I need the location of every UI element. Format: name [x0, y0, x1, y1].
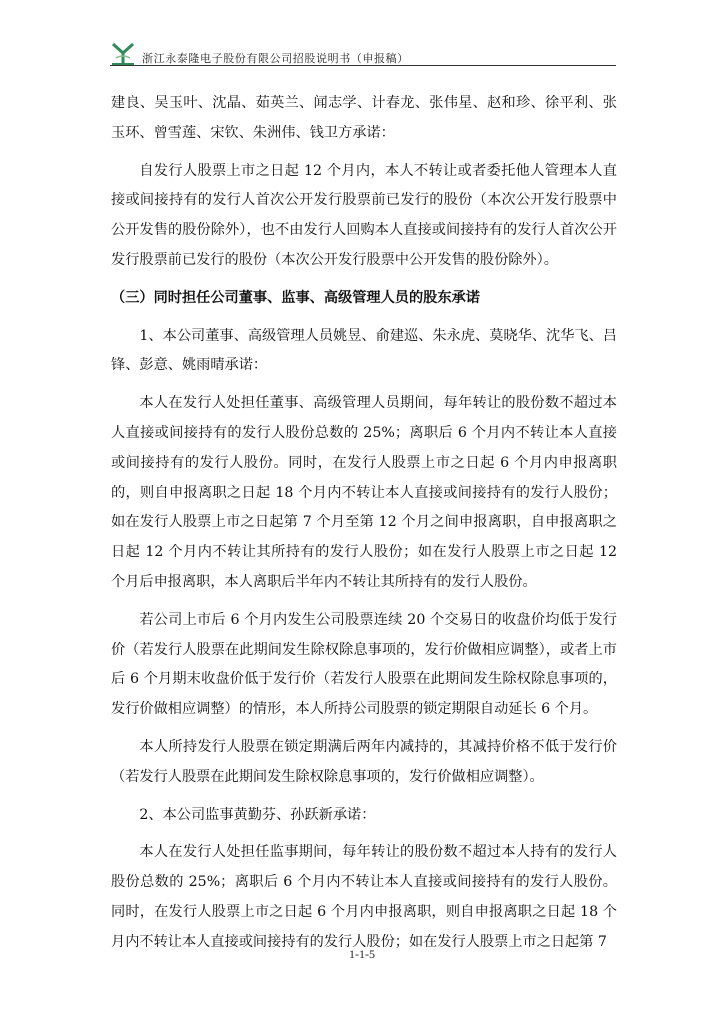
paragraph-directors-list: 1、本公司董事、高级管理人员姚昱、俞建巡、朱永虎、莫晓华、沈华飞、吕锋、彭意、姚雨晴承诺： [111, 327, 617, 374]
document-body [111, 89, 617, 958]
page-header [110, 40, 616, 68]
paragraph-price-drop-extension: 若公司上市后 6 个月内发生公司股票连续 20 个交易日的收盘价均低于发行价（若发行人股票在此期间发生除权除息事项的，发行价做相应调整），或者上市后 6 个月期末收盘价低于发行价（若发行人股票在此期间发生除权除息事项的，发行价做相应调整）的情形，本人所持公司股票的锁定期限自动延长 6 个月。 [111, 611, 617, 718]
document-header-title: 浙江永泰隆电子股份有限公司招股说明书（申报稿） [142, 52, 409, 65]
paragraph-directors-transfer-limit: 本人在发行人处担任董事、高级管理人员期间，每年转让的股份数不超过本人直接或间接持有的发行人股份总数的 25%；离职后 6 个月内不转让本人直接或间接持有的发行人股份。同时，在发行人股票上市之日起 6 个月内申报离职的，则自申报离职之日起 18 个月内不转让本人直接或间接持有的发行人股份；如在发行人股票上市之日起第 7 个月至第 12 个月之间申报离职，自申报离职之日起 12 个月内不转让其所持有的发行人股份；如在发行人股票上市之日起 12 个月后申报离职，本人离职后半年内不转让其所持有的发行人股份。 [111, 395, 617, 590]
paragraph-shareholders-list: 建良、吴玉叶、沈晶、茹英兰、闻志学、计春龙、张伟星、赵和珍、徐平利、张玉环、曾雪莲、宋钦、朱洲伟、钱卫方承诺： [111, 95, 617, 141]
paragraph-supervisors-transfer-limit: 本人在发行人处担任监事期间，每年转让的股份数不超过本人持有的发行人股份总数的 25%；离职后 6 个月内不转让本人直接或间接持有的发行人股份。同时，在发行人股票上市之日起 6 个月内申报离职，则自申报离职之日起 18 个月内不转让本人直接或间接持有的发行人股份；如在发行人股票上市之日起第 7 [111, 844, 617, 950]
paragraph-supervisors-list: 2、本公司监事黄勤芬、孙跃新承诺： [139, 806, 376, 823]
page-number: 1-1-5 [349, 947, 375, 961]
header-divider [110, 65, 616, 66]
paragraph-lockup-12-months: 自发行人股票上市之日起 12 个月内，本人不转让或者委托他人管理本人直接或间接持有的发行人首次公开发行股票前已发行的股份（本次公开发行股票中公开发售的股份除外），也不由发行人回购本人直接或间接持有的发行人首次公开发行股票前已发行的股份（本次公开发行股票中公开发售的股份除外）。 [111, 162, 617, 268]
section-heading-directors-commitment: （三）同时担任公司董事、监事、高级管理人员的股东承诺 [111, 289, 480, 306]
company-logo-icon [110, 40, 136, 66]
paragraph-reduction-price: 本人所持发行人股票在锁定期满后两年内减持的，其减持价格不低于发行价（若发行人股票在此期间发生除权除息事项的，发行价做相应调整）。 [111, 738, 617, 785]
